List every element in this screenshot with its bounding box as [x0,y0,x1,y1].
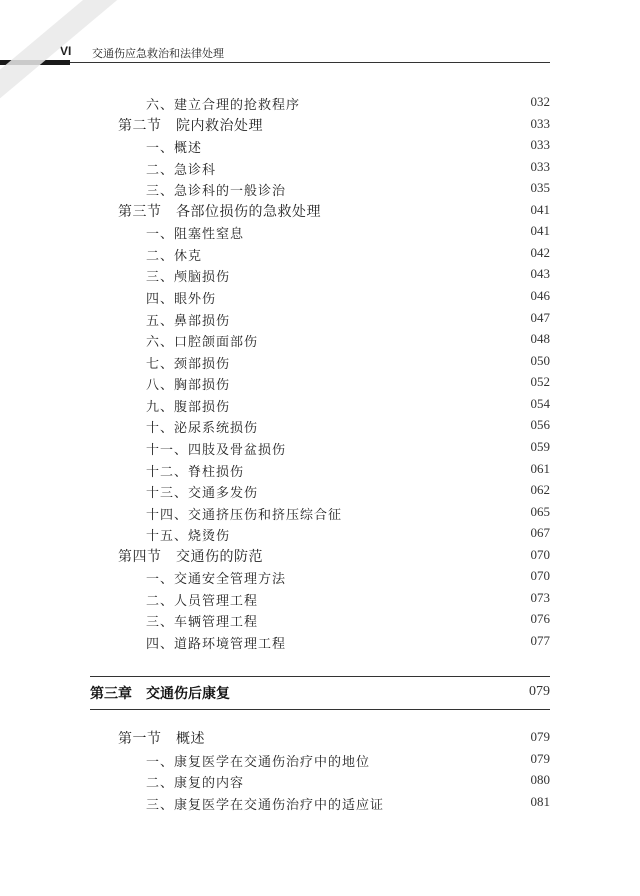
toc-entry-page: 033 [530,158,550,174]
toc-entry-title: 六、建立合理的抢救程序 [146,98,301,113]
toc-entry-title: 十二、脊柱损伤 [146,464,245,480]
toc-entry[interactable] [0,792,640,813]
toc-entry-page: 035 [530,180,550,196]
toc-entry[interactable] [0,609,640,630]
toc-entry-page: 067 [530,525,550,541]
toc-entry-page: 079 [530,729,550,744]
toc-entry-title: 三、急诊科的一般诊治 [146,184,287,200]
toc-entry[interactable] [0,770,640,791]
toc-entry-page: 081 [530,793,550,809]
toc-entry[interactable] [0,749,640,770]
toc-entry-title: 八、胸部损伤 [146,378,231,394]
chapter-rule-top [90,676,550,677]
toc-entry-title: 六、口腔颌面部伤 [146,335,259,351]
toc-entry[interactable] [0,308,640,329]
toc-entry-title: 十、泌尿系统损伤 [146,421,259,437]
toc-entry-page: 080 [530,772,550,787]
toc-entry-title: 第一节 概述 [118,731,205,747]
toc-entry-page: 059 [530,438,550,454]
header-page-number: VI [60,44,72,58]
toc-entry[interactable] [0,351,640,372]
toc-entry-page: 033 [530,115,550,131]
header-rule [70,62,550,63]
toc-entry[interactable] [0,631,640,652]
toc-entry-page: 042 [530,244,550,260]
toc-entry-page: 052 [530,374,550,390]
toc-section-entry[interactable] [0,727,640,748]
toc-entry-title: 一、康复医学在交通伤治疗中的地位 [146,754,371,770]
toc-entry[interactable] [0,459,640,480]
toc-entry-page: 061 [530,460,550,476]
toc-entry[interactable] [0,480,640,501]
toc-entry-title: 七、颈部损伤 [146,356,231,372]
toc-entry-title: 第四节 交通伤的防范 [118,548,263,565]
toc-entry-title: 二、休克 [146,248,203,264]
toc-entry[interactable] [0,135,640,156]
toc-entry[interactable] [0,588,640,609]
toc-entry-title: 二、人员管理工程 [146,593,259,609]
toc-entry-title: 十三、交通多发伤 [146,486,259,502]
toc-entry-page: 062 [530,482,550,498]
toc-entry-page: 079 [530,750,550,766]
toc-entry[interactable] [0,329,640,350]
toc-entry-page: 073 [530,589,550,605]
toc-entry[interactable] [0,178,640,199]
chapter-rule-bottom [90,709,550,710]
toc-entry[interactable] [0,372,640,393]
toc-entry[interactable] [0,394,640,415]
toc-entry-title: 三、车辆管理工程 [146,615,259,631]
toc-entry-page: 054 [530,395,550,411]
toc-entry-page: 056 [530,417,550,433]
toc-entry-title: 四、眼外伤 [146,292,217,308]
chapter-entry[interactable] [90,683,550,705]
toc-entry-title: 一、交通安全管理方法 [146,572,287,588]
toc-section-entry[interactable] [0,545,640,566]
toc-entry[interactable] [0,92,640,113]
toc-entry-title: 十一、四肢及骨盆损伤 [146,442,287,458]
toc-entry-title: 一、阻塞性窒息 [146,227,245,243]
toc-entry-title: 第二节 院内救治处理 [118,117,263,134]
toc-entry-title: 三、康复医学在交通伤治疗中的适应证 [146,797,385,813]
chapter-page-number: 079 [529,684,550,699]
toc-section-entry[interactable] [0,114,640,135]
toc-entry[interactable] [0,523,640,544]
toc-entry-title: 十五、烧烫伤 [146,529,231,545]
toc-entry-page: 043 [530,266,550,282]
header-book-title: 交通伤应急救治和法律处理 [92,47,224,60]
toc-entry-page: 047 [530,309,550,325]
toc-entry-page: 041 [530,223,550,239]
toc-entry-page: 065 [530,503,550,519]
toc-entry[interactable] [0,415,640,436]
toc-entry[interactable] [0,566,640,587]
toc-entry-page: 041 [530,201,550,217]
toc-entry-title: 四、道路环境管理工程 [146,637,287,652]
toc-entry-page: 070 [530,568,550,584]
toc-entry-title: 第三节 各部位损伤的急救处理 [118,203,321,220]
toc-entry-page: 046 [530,288,550,304]
toc-entry-title: 十四、交通挤压伤和挤压综合征 [146,507,343,523]
toc-entry-page: 050 [530,352,550,368]
toc-entry-page: 048 [530,331,550,347]
toc-entry[interactable] [0,221,640,242]
toc-entry[interactable] [0,502,640,523]
toc-section-entry[interactable] [0,200,640,221]
toc-entry-title: 五、鼻部损伤 [146,313,231,329]
toc-entry[interactable] [0,243,640,264]
toc-entry[interactable] [0,286,640,307]
toc-entry-title: 九、腹部损伤 [146,399,231,415]
toc-entry-page: 033 [530,137,550,153]
toc-entry-title: 二、急诊科 [146,162,217,178]
toc-entry-title: 三、颅脑损伤 [146,270,231,286]
toc-entry-page: 077 [530,633,550,648]
toc-entry[interactable] [0,437,640,458]
chapter-title: 第三章 交通伤后康复 [90,686,230,702]
toc-entry-title: 一、概述 [146,141,203,157]
toc-entry-title: 二、康复的内容 [146,776,245,791]
toc-entry[interactable] [0,264,640,285]
toc-entry-page: 070 [530,546,550,562]
toc-entry[interactable] [0,157,640,178]
toc-entry-page: 032 [530,94,550,109]
toc-entry-page: 076 [530,611,550,627]
